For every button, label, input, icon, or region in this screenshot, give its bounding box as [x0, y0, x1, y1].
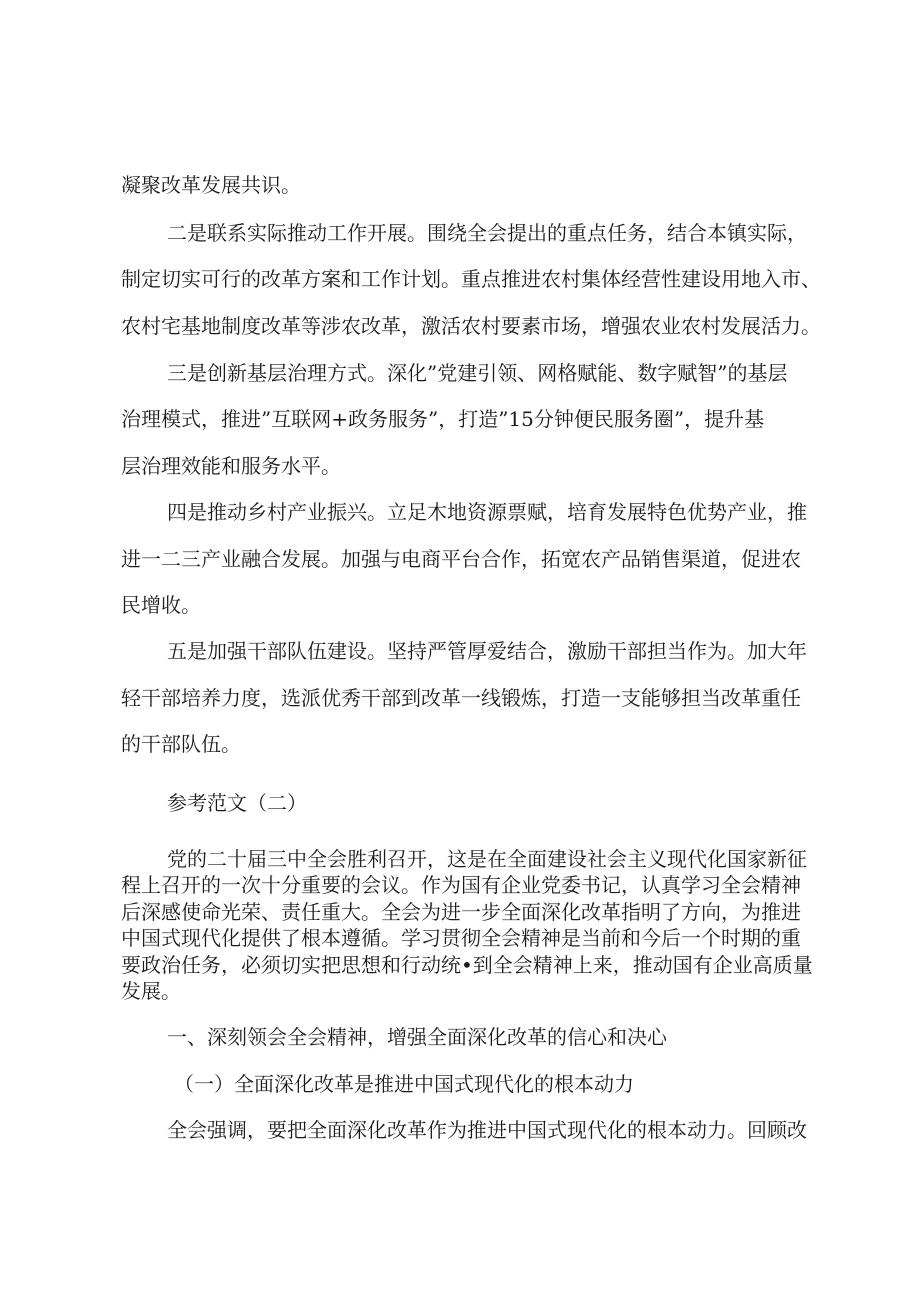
paragraph-3-start: 三是创新基层治理方式。深化”党建引领、网格赋能、数字赋智”的基层 [167, 361, 788, 385]
paragraph-5-start: 五是加强干部队伍建设。坚持严管厚爱结合，激励干部担当作为。加大年 [167, 639, 807, 663]
body-text-line: 进一二三产业融合发展。加强与电商平台合作，拓宽农产品销售渠道，促进农 [121, 547, 801, 571]
heading-level-2: （一）全面深化改革是推进中国式现代化的根本动力 [174, 1072, 634, 1096]
body-text-line: 要政治任务，必须切实把思想和行动统•到全会精神上来，推动国有企业高质量 [121, 953, 813, 977]
body-text-line: 民增收。 [121, 593, 201, 617]
body-text-line: 层治理效能和服务水平。 [121, 454, 341, 478]
section-title: 参考范文（二） [167, 791, 307, 815]
body-text-line: 治理模式，推进”互联网+政务服务”，打造”15分钟便民服务圈”，提升基 [121, 407, 765, 431]
body-text-line: 发展。 [121, 979, 181, 1003]
body-text-line: 程上召开的一次十分重要的会议。作为国有企业党委书记，认真学习全会精神 [121, 873, 801, 897]
body-text-line: 轻干部培养力度，选派优秀干部到改革一线锻炼，打造一支能够担当改革重任 [121, 686, 801, 710]
body-text-line: 后深感使命光荣、责任重大。全会为进一步全面深化改革指明了方向，为推进 [121, 900, 801, 924]
body-text-line: 的干部队伍。 [121, 732, 241, 756]
paragraph-2-start: 二是联系实际推动工作开展。围绕全会提出的重点任务，结合本镇实际， [167, 221, 807, 245]
body-text-line: 中国式现代化提供了根本遵循。学习贯彻全会精神是当前和今后一个时期的重 [121, 926, 801, 950]
body-text-line: 农村宅基地制度改革等涉农改革，激活农村要素市场，增强农业农村发展活力。 [121, 314, 821, 338]
paragraph-4-start: 四是推动乡村产业振兴。立足木地资源票赋，培育发展特色优势产业，推 [167, 500, 807, 524]
body-text-line: 全会强调，要把全面深化改革作为推进中国式现代化的根本动力。回顾改 [167, 1118, 807, 1142]
body-text-line: 凝聚改革发展共识。 [121, 173, 301, 197]
body-text-line: 制定切实可行的改革方案和工作计划。重点推进农村集体经营性建设用地入市、 [121, 267, 821, 291]
paragraph-6-start: 党的二十届三中全会胜利召开，这是在全面建设社会主义现代化国家新征 [167, 847, 807, 871]
heading-level-1: 一、深刻领会全会精神，增强全面深化改革的信心和决心 [167, 1025, 667, 1049]
